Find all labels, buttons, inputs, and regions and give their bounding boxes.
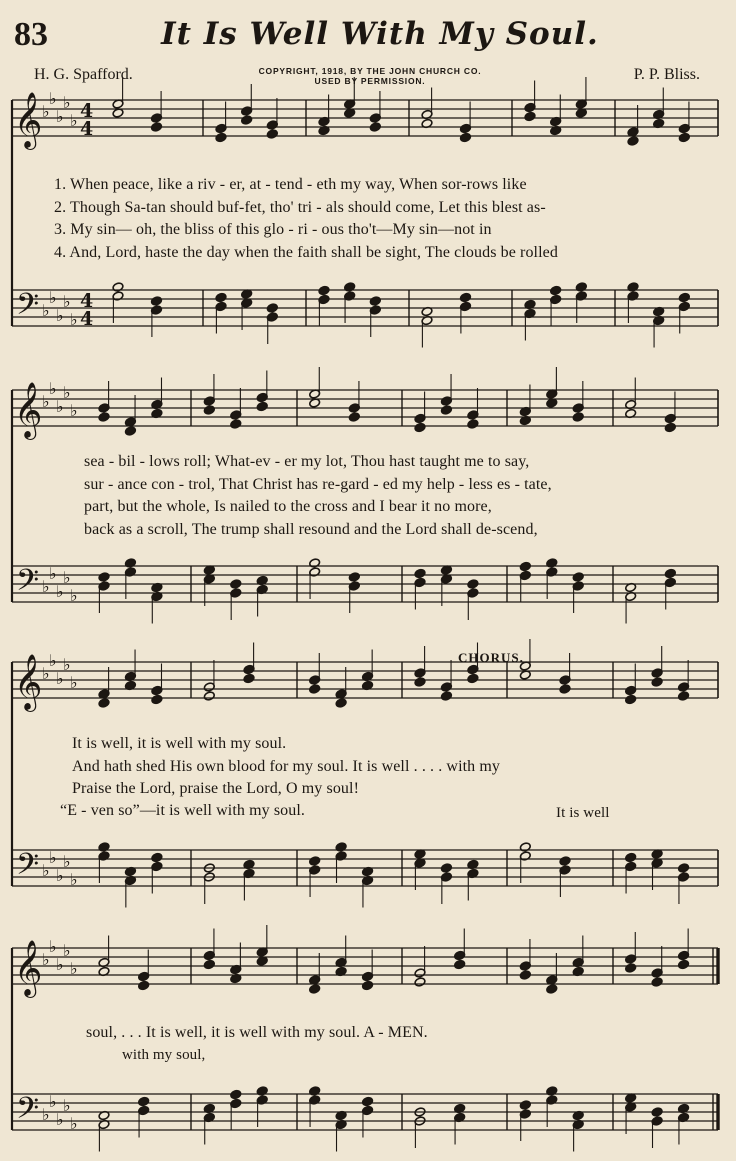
flat-icon: ♭ [49,1092,57,1111]
flat-icon: ♭ [70,401,78,420]
flat-icon: ♭ [70,673,78,692]
flat-icon: ♭ [63,655,71,674]
flat-icon: ♭ [56,582,64,601]
lyric-line: 2. Though Sa-tan should buf-fet, tho' tri - als should come, Let this blest as- [54,199,546,216]
note-head [203,959,215,969]
flat-icon: ♭ [70,111,78,130]
note-head [230,579,242,589]
note-head [151,296,163,306]
lyric-line: 1. When peace, like a riv - er, at - tend - eth my way, When sor-rows like [54,176,527,193]
note-head [625,852,637,862]
treble-clef-icon: 𝄞 [14,940,43,996]
note-head [362,980,374,990]
note-head [335,698,347,708]
note-head [98,572,110,582]
flat-icon: ♭ [63,941,71,960]
treble-clef-icon: 𝄞 [14,92,43,148]
flat-icon: ♭ [49,937,57,956]
note-head [572,572,584,582]
note-head [266,129,278,139]
time-signature: 4 [80,118,94,140]
note-head [467,419,479,429]
hymn-title: It Is Well With My Soul. [161,16,599,52]
note-head [678,691,690,701]
flat-icon: ♭ [42,301,50,320]
treble-clef-icon: 𝄞 [14,382,43,438]
note-head [550,285,562,295]
bass-clef-icon: 𝄢 [16,564,40,605]
note-head [454,959,466,969]
note-head [215,132,227,142]
note-head [309,684,321,694]
flat-icon: ♭ [63,93,71,112]
note-head [625,963,637,973]
note-head [369,296,381,306]
hymn-number: 83 [14,16,48,53]
flat-icon: ♭ [49,848,57,867]
note-head [309,856,321,866]
note-head [651,677,663,687]
composer-credit: P. P. Bliss. [633,66,700,83]
copyright-line-2: USED BY PERMISSION. [314,76,426,86]
flat-icon: ♭ [49,288,57,307]
note-head [651,977,663,987]
note-head [664,568,676,578]
flat-icon: ♭ [49,564,57,583]
note-head [98,412,110,422]
flat-icon: ♭ [42,392,50,411]
flat-icon: ♭ [56,397,64,416]
flat-icon: ♭ [63,292,71,311]
bass-clef-icon: 𝄢 [16,1092,40,1133]
flat-icon: ♭ [70,959,78,978]
note-head [266,303,278,313]
note-head [627,136,639,146]
note-head [256,401,268,411]
note-head [519,561,531,571]
note-head [678,863,690,873]
note-head [467,579,479,589]
lyric-line: part, but the whole, Is nailed to the cross and I bear it no more, [84,498,492,515]
flat-icon: ♭ [42,950,50,969]
flat-icon: ♭ [42,664,50,683]
lyric-line: sea - bil - lows roll; What-ev - er my lot, Thou hast taught me to say, [84,453,530,470]
note-head [203,405,215,415]
time-signature: 4 [80,290,94,312]
note-head [678,292,690,302]
lyric-line: sur - ance con - trol, That Christ has re-gard - ed my help - less es - tate, [84,476,552,493]
flat-icon: ♭ [70,870,78,889]
note-head [524,111,536,121]
flat-icon: ♭ [70,310,78,329]
lyric-line: with my soul, [122,1047,206,1063]
lyric-line: soul, . . . It is well, it is well with my soul. A - MEN. [86,1024,428,1041]
note-head [441,691,453,701]
note-head [138,980,150,990]
note-head [348,572,360,582]
note-head [318,285,330,295]
note-head [414,977,426,987]
note-head [230,1089,242,1099]
flat-icon: ♭ [56,1110,64,1129]
note-head [151,122,163,132]
note-head [215,292,227,302]
note-head [572,412,584,422]
note-head [414,422,426,432]
note-head [467,673,479,683]
flat-icon: ♭ [70,586,78,605]
flat-icon: ♭ [49,89,57,108]
note-head [203,691,215,701]
note-head [241,115,253,125]
flat-icon: ♭ [56,955,64,974]
note-head [414,568,426,578]
flat-icon: ♭ [42,861,50,880]
treble-clef-icon: 𝄞 [14,654,43,710]
lyric-line: “E - ven so”—it is well with my soul. [60,802,306,819]
note-head [559,684,571,694]
lyric-line: It is well [556,805,610,821]
lyric-line: 3. My sin— oh, the bliss of this glo - ri - ous tho't—My sin—not in [54,221,492,238]
flat-icon: ♭ [42,1105,50,1124]
flat-icon: ♭ [63,852,71,871]
lyric-line: 4. And, Lord, haste the day when the faith shall be sight, The clouds be rolled [54,244,558,261]
lyric-line: Praise the Lord, praise the Lord, O my soul! [72,780,360,797]
note-head [348,412,360,422]
flat-icon: ♭ [63,568,71,587]
note-head [519,1100,531,1110]
note-head [441,863,453,873]
note-head [125,426,137,436]
note-head [151,852,163,862]
lyric-line: back as a scroll, The trump shall resound and the Lord shall de-scend, [84,521,538,538]
flat-icon: ♭ [56,306,64,325]
note-head [625,694,637,704]
note-head [151,694,163,704]
note-head [678,959,690,969]
flat-icon: ♭ [49,379,57,398]
note-head [441,405,453,415]
note-head [678,132,690,142]
author-credit: H. G. Spafford. [34,66,133,83]
time-signature: 4 [80,100,94,122]
flat-icon: ♭ [56,866,64,885]
note-head [414,677,426,687]
chorus-label: CHORUS. [458,650,524,665]
bass-clef-icon: 𝄢 [16,288,40,329]
note-head [460,292,472,302]
flat-icon: ♭ [42,102,50,121]
flat-icon: ♭ [56,669,64,688]
note-head [519,970,531,980]
flat-icon: ♭ [49,651,57,670]
copyright-line-1: COPYRIGHT, 1918, BY THE JOHN CHURCH CO. [258,66,482,76]
note-head [243,673,255,683]
time-signature: 4 [80,308,94,330]
bass-clef-icon: 𝄢 [16,848,40,889]
note-head [664,422,676,432]
flat-icon: ♭ [63,1096,71,1115]
note-head [98,698,110,708]
note-head [651,1107,663,1117]
flat-icon: ♭ [56,107,64,126]
note-head [546,984,558,994]
lyric-line: And hath shed His own blood for my soul. It is well . . . . with my [72,758,501,775]
note-head [309,984,321,994]
note-head [369,122,381,132]
flat-icon: ♭ [63,383,71,402]
note-head [230,419,242,429]
flat-icon: ♭ [42,577,50,596]
note-head [460,132,472,142]
note-head [138,1096,150,1106]
note-head [559,856,571,866]
note-head [362,1096,374,1106]
flat-icon: ♭ [70,1114,78,1133]
lyric-line: It is well, it is well with my soul. [72,735,287,752]
